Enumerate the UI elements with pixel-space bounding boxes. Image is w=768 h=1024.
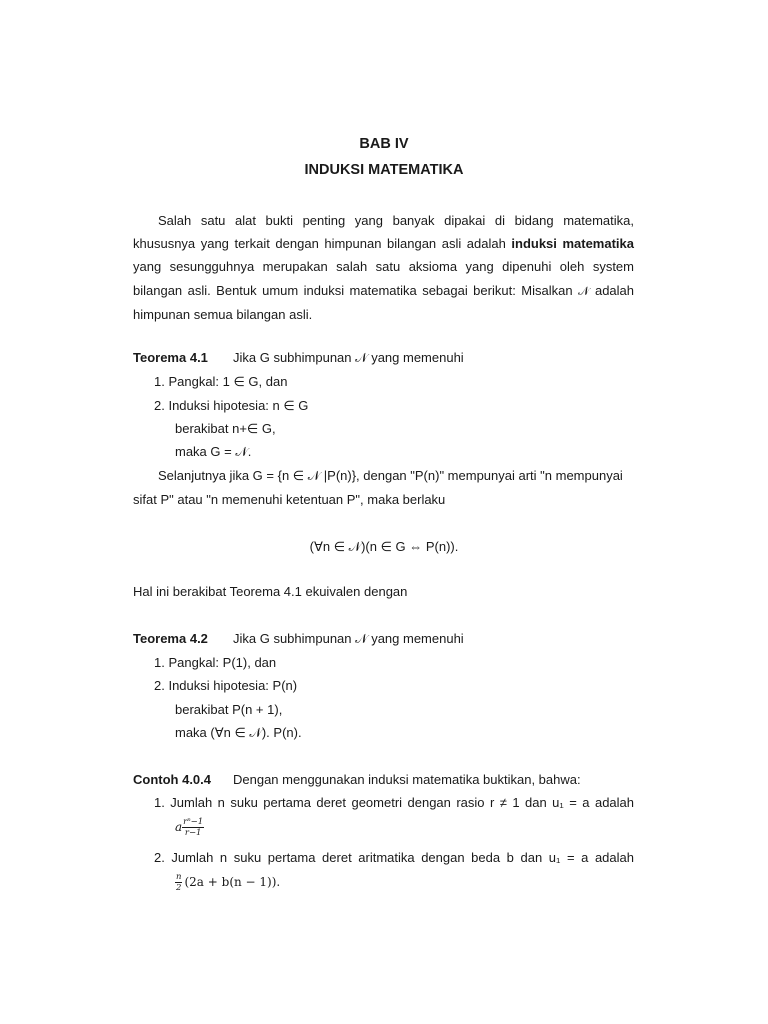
example-item1-prefix: a bbox=[175, 819, 183, 834]
example-item1-fraction bbox=[182, 817, 204, 838]
theorem1-line bbox=[133, 350, 464, 366]
example-item2-tail: (2a + b(n − 1)). bbox=[184, 874, 281, 889]
theorem1-statement: Jika G subhimpunan 𝒩 yang memenuhi bbox=[233, 350, 464, 365]
intro-paragraph bbox=[133, 209, 634, 326]
example-item2-numerator: n bbox=[176, 872, 182, 882]
example-statement: Dengan menggunakan induksi matematika buktikan, bahwa: bbox=[233, 772, 581, 787]
theorem1-item2: 2. Induksi hipotesia: n ∈ G bbox=[154, 398, 309, 413]
example-item1-numerator: rⁿ−1 bbox=[183, 817, 204, 827]
theorem1-formula: (∀n ∈ 𝒩)(n ∈ G ⇔ P(n)). bbox=[309, 539, 459, 554]
example-item2-denominator: 2 bbox=[176, 883, 182, 893]
theorem1-followup-line1: Selanjutnya jika G = {n ∈ 𝒩 |P(n)}, dengan "P(n)" mempunyai arti "n mempunyai bbox=[158, 468, 623, 483]
theorem1-label: Teorema 4.1 bbox=[133, 350, 208, 365]
theorem1-item2-consequence: berakibat n+∈ G, bbox=[175, 421, 276, 436]
theorem1-item1: 1. Pangkal: 1 ∈ G, dan bbox=[154, 374, 288, 389]
theorem2-statement: Jika G subhimpunan 𝒩 yang memenuhi bbox=[233, 631, 464, 646]
intro-text-c: adalah himpunan semua bilangan asli. bbox=[133, 282, 634, 322]
theorem2-item2-consequence: berakibat P(n + 1), bbox=[175, 702, 283, 717]
example-item2-formula bbox=[175, 872, 280, 893]
theorem1-conclusion: maka G = 𝒩. bbox=[175, 444, 252, 459]
intro-symbol: 𝒩 bbox=[578, 283, 590, 298]
intro-text-a: Salah satu alat bukti penting yang banyak dipakai di bidang matematika, khususnya yang terkait dengan himpunan bilangan asli adalah bbox=[133, 213, 634, 252]
theorem2-item1: 1. Pangkal: P(1), dan bbox=[154, 655, 277, 670]
intro-bold-term: induksi matematika bbox=[511, 236, 634, 252]
example-label: Contoh 4.0.4 bbox=[133, 772, 212, 787]
example-item1-denominator: r−1 bbox=[184, 828, 202, 838]
theorem2-item2: 2. Induksi hipotesia: P(n) bbox=[154, 678, 298, 693]
theorem2-label: Teorema 4.2 bbox=[133, 631, 208, 646]
theorem1-followup-line2: sifat P" atau "n memenuhi ketentuan P", maka berlaku bbox=[133, 492, 446, 507]
example-item1-formula bbox=[175, 817, 204, 838]
theorem2-conclusion: maka (∀n ∈ 𝒩). P(n). bbox=[175, 725, 302, 740]
example-item2: 2. Jumlah n suku pertama deret aritmatika dengan beda b dan u₁ = a adalah bbox=[154, 850, 634, 865]
theorem1-equivalence-note: Hal ini berakibat Teorema 4.1 ekuivalen dengan bbox=[133, 584, 408, 599]
theorem2-line bbox=[133, 631, 464, 647]
chapter-number: BAB IV bbox=[359, 136, 409, 152]
chapter-title: INDUKSI MATEMATIKA bbox=[304, 162, 464, 178]
example-line bbox=[133, 772, 581, 787]
example-item1: 1. Jumlah n suku pertama deret geometri dengan rasio r ≠ 1 dan u₁ = a adalah bbox=[154, 795, 634, 810]
intro-text-b: yang sesungguhnya merupakan salah satu aksioma yang dipenuhi oleh system bilangan asli. Bentuk umum induksi matematika sebagai berikut: Misalkan bbox=[133, 259, 634, 298]
example-item2-fraction bbox=[175, 872, 182, 893]
